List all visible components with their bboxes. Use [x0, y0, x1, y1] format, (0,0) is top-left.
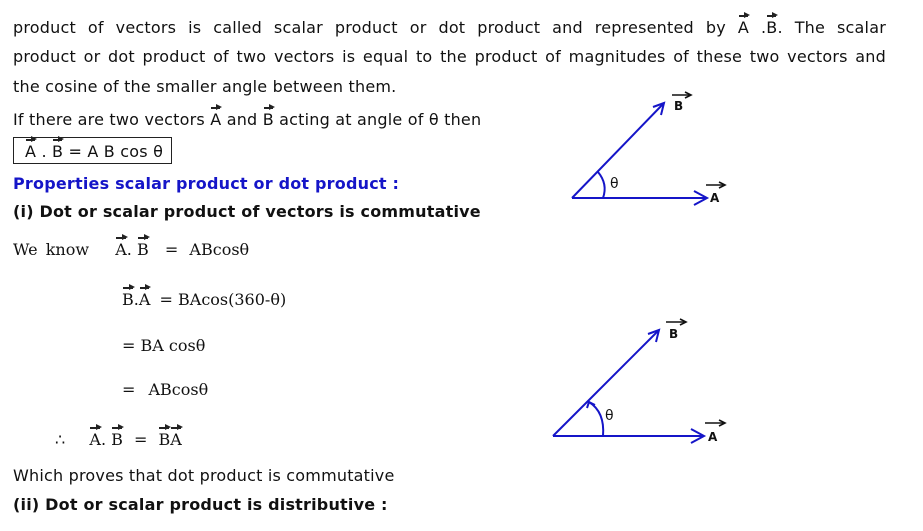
proof-line-3: = BA cosθ [122, 336, 206, 355]
therefore-symbol: ∴ [55, 430, 66, 449]
proof-line-2: B.A = BAcos(360-θ) [122, 290, 287, 309]
vector-b: B [136, 240, 149, 259]
if-line: If there are two vectors A and B acting at angle of θ then [13, 110, 482, 129]
vector-b: B [122, 290, 134, 309]
vector-a: A [170, 430, 182, 449]
angle-label: θ [610, 176, 619, 192]
proof-line-1: We know A. B = ABcosθ [13, 240, 250, 259]
vector-diagram-2 [545, 312, 735, 452]
vector-a: A [89, 430, 101, 449]
vector-a: A [25, 142, 37, 161]
vector-a: A [115, 240, 127, 259]
angle-arc-arrowhead [587, 402, 595, 408]
intro-line-2: product or dot product of two vectors is equal to the product of magnitudes of these two vectors and [13, 47, 886, 66]
vector-b: B [52, 142, 64, 161]
angle-label: θ [605, 408, 614, 424]
vector-b: B [262, 110, 274, 129]
label-a: A [710, 191, 720, 205]
proof-line-5: ∴ A. B = BA [55, 430, 182, 449]
label-b: B [674, 99, 684, 113]
property-1-heading: (i) Dot or scalar product of vectors is commutative [13, 202, 481, 221]
vector-a: A [138, 290, 151, 309]
vector-diagram-1 [560, 88, 740, 206]
conclusion-text: Which proves that dot product is commutative [13, 466, 395, 485]
angle-arc [589, 402, 603, 436]
proof-line-4: = ABcosθ [122, 380, 209, 399]
properties-heading: Properties scalar product or dot product : [13, 174, 400, 193]
angle-arc [598, 172, 605, 198]
label-a: A [708, 430, 718, 444]
property-2-heading: (ii) Dot or scalar product is distributive : [13, 495, 388, 514]
intro-line-1: product of vectors is called scalar product or dot product and represented by A .B. The scalar [13, 18, 886, 37]
intro-line-3: the cosine of the smaller angle between them. [13, 77, 397, 96]
label-b: B [669, 327, 679, 341]
vector-b: B [766, 18, 778, 37]
vector-b: B [158, 430, 171, 449]
formula-box: A . B = A B cos θ [13, 137, 172, 164]
vector-b: B [111, 430, 123, 449]
vector-a: A [737, 18, 749, 37]
vector-a: A [210, 110, 222, 129]
